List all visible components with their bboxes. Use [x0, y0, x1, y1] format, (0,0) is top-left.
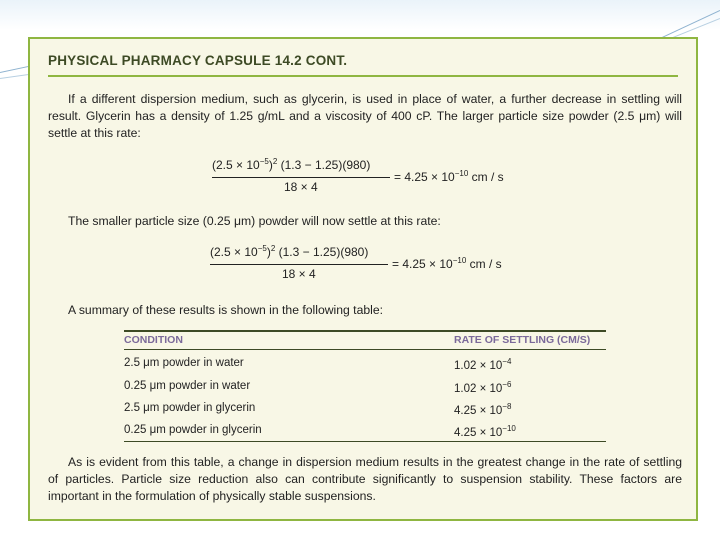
table-cell-condition: 0.25 μm powder in water	[124, 380, 251, 392]
table-cell-rate: $1.02 \times 10^{-6}$	[454, 380, 512, 395]
summary-intro-paragraph: A summary of these results is shown in the following table:	[68, 303, 383, 317]
equation-denominator: 18 × 4	[284, 180, 318, 194]
table-cell-condition: 2.5 μm powder in glycerin	[124, 402, 256, 414]
table-header-rate: RATE OF SETTLING (CM/S)	[454, 334, 591, 346]
equation-result: = $4.25 \times 10^{-10}$ cm / s	[394, 169, 504, 184]
fraction-bar	[212, 177, 390, 178]
intro-paragraph: If a different dispersion medium, such as glycerin, is used in place of water, a further decrease in settling will result. Glycerin has a density of 1.25 g/mL and a viscosity of 400 cP. The larger particle size powder (2.5 μm) will settle at this rate:	[48, 92, 682, 140]
table-cell-condition: 0.25 μm powder in glycerin	[124, 424, 262, 436]
table-header-condition: CONDITION	[124, 334, 183, 346]
table-rule-bottom	[124, 441, 606, 442]
smaller-particle-paragraph: The smaller particle size (0.25 μm) powder will now settle at this rate:	[68, 214, 441, 228]
equation-result: = $4.25 \times 10^{-10}$ cm / s	[392, 256, 502, 271]
equation-numerator: $(2.5 \times 10^{-5})^2$ (1.3 − 1.25)(980)	[210, 244, 369, 259]
equation-denominator: 18 × 4	[282, 267, 316, 281]
capsule-title: PHYSICAL PHARMACY CAPSULE 14.2 CONT.	[48, 53, 348, 68]
settling-equation-large	[212, 157, 532, 197]
title-rule	[48, 75, 678, 77]
table-cell-rate: $4.25 \times 10^{-10}$	[454, 424, 516, 439]
equation-numerator: $(2.5 \times 10^{-5})^2$ (1.3 − 1.25)(980)	[212, 157, 371, 172]
slide-background-top	[0, 0, 720, 30]
settling-equation-small	[210, 244, 540, 284]
table-cell-rate: $1.02 \times 10^{-4}$	[454, 357, 512, 372]
table-cell-condition: 2.5 μm powder in water	[124, 357, 244, 369]
table-rule-header	[124, 349, 606, 350]
table-cell-rate: $4.25 \times 10^{-8}$	[454, 402, 512, 417]
capsule-box	[28, 37, 698, 521]
conclusion-paragraph: As is evident from this table, a change in dispersion medium results in the greatest change in the rate of settling of particles. Particle size reduction also can contribute significantly to suspension stability. These factors are important in the formulation of physically stable suspensions.	[48, 455, 682, 503]
table-rule-top	[124, 330, 606, 332]
fraction-bar	[210, 264, 388, 265]
